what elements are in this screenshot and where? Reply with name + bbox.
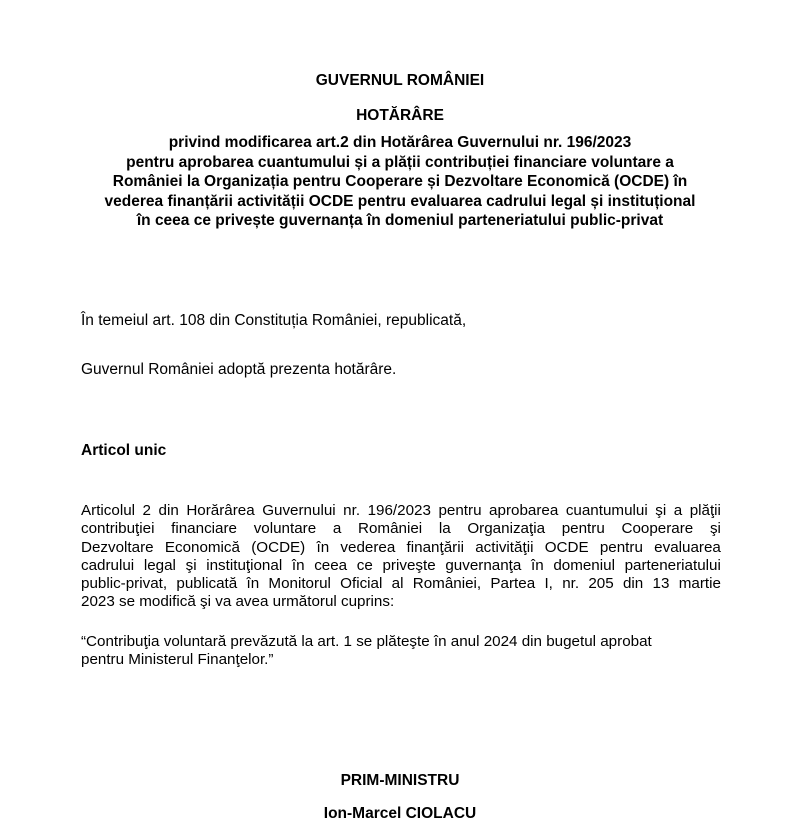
subject-line: pentru aprobarea cuantumului și a plății contribuției financiare voluntare a	[126, 153, 674, 171]
article-body	[81, 501, 721, 611]
subject-line: privind modificarea art.2 din Hotărârea Guvernului nr. 196/2023	[168, 134, 632, 151]
article-title: Articol unic	[81, 442, 167, 459]
document-subject	[90, 133, 710, 231]
amended-text-quote	[81, 632, 721, 669]
article-body-line: public-privat, publicată în Monitorul Oficial al României, Partea I, nr. 205 din 13 martie	[81, 575, 721, 593]
article-body-line: contribuţiei financiare voluntare a României la Organizaţia pentru Cooperare şi	[81, 520, 721, 538]
quote-line: “Contribuţia voluntară prevăzută la art. 1 se plăteşte în anul 2024 din bugetul aprobat	[81, 633, 652, 650]
subject-line: vederea finanțării activității OCDE pentru evaluarea cadrului legal și instituțional	[104, 192, 696, 210]
quote-line: pentru Ministerul Finanţelor.”	[81, 651, 274, 669]
article-body-line: cadrului legal şi instituţional în ceea ce priveşte guvernanţa în domeniul parteneriatului	[81, 556, 721, 574]
document-type-heading: HOTĂRÂRE	[356, 107, 444, 124]
article-body-line: 2023 se modifică şi va avea următorul cuprins:	[81, 593, 395, 611]
government-heading: GUVERNUL ROMÂNIEI	[315, 72, 485, 89]
legal-basis-paragraph: În temeiul art. 108 din Constituția României, republicată,	[81, 312, 467, 329]
article-body-line: Dezvoltare Economică (OCDE) în vederea finanţării activităţii OCDE pentru evaluarea	[81, 538, 721, 556]
signatory-name: Ion-Marcel CIOLACU	[323, 805, 477, 822]
subject-line: României la Organizația pentru Cooperare și Dezvoltare Economică (OCDE) în	[112, 173, 688, 190]
adoption-paragraph: Guvernul României adoptă prezenta hotărâre.	[81, 361, 397, 378]
subject-line: în ceea ce privește guvernanța în domeniul parteneriatului public-privat	[136, 212, 664, 229]
signatory-title: PRIM-MINISTRU	[340, 772, 460, 789]
article-body-line: Articolul 2 din Horărârea Guvernului nr. 196/2023 pentru aprobarea cuantumului şi a plăţii	[81, 502, 721, 519]
